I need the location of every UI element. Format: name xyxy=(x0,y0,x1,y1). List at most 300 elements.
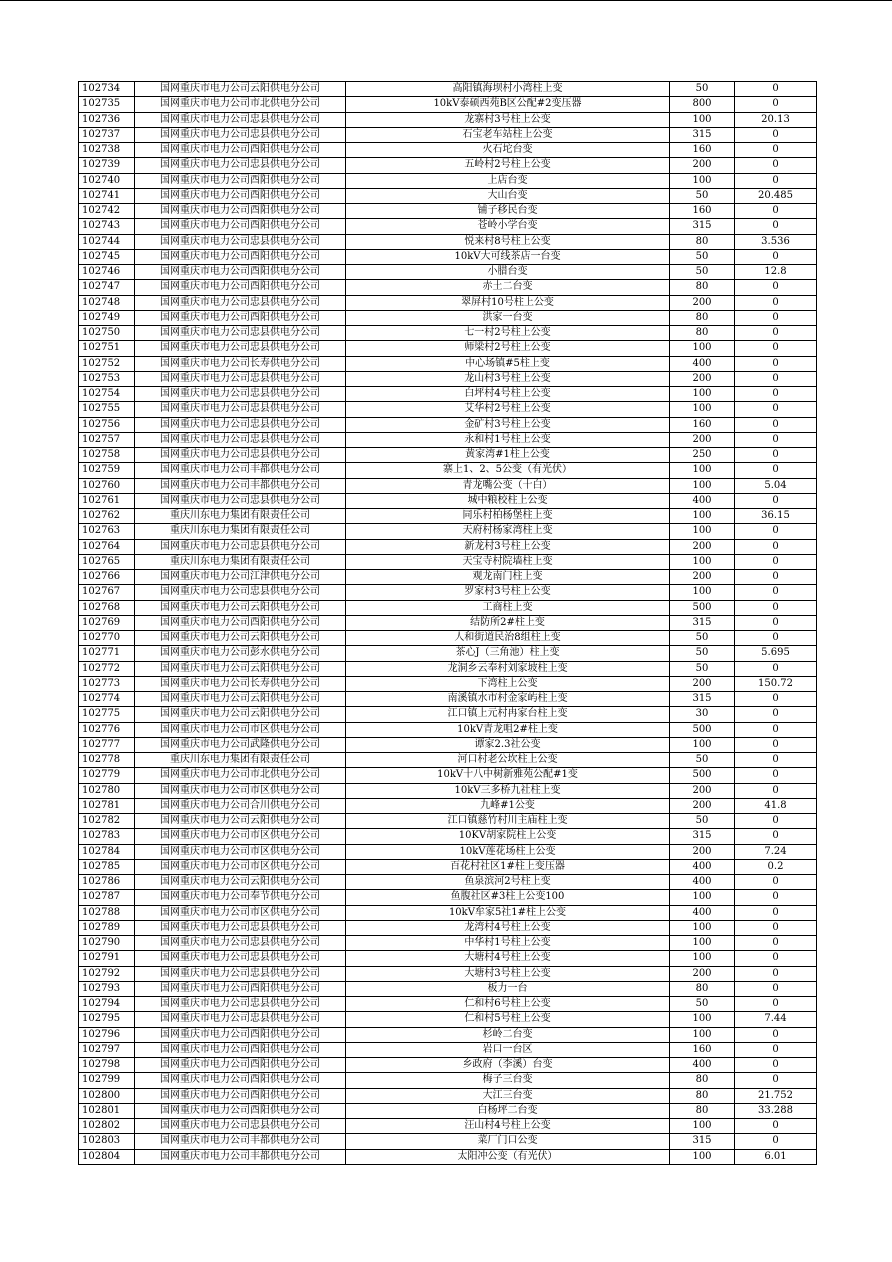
capacity-cell: 200 xyxy=(670,844,735,859)
record-id-cell: 102766 xyxy=(79,570,135,585)
value-cell: 0 xyxy=(735,1119,817,1134)
table-row xyxy=(79,966,817,981)
record-id-cell: 102770 xyxy=(79,631,135,646)
value-cell: 0 xyxy=(735,936,817,951)
transformer-name-cell: 江口镇上元村冉家台柱上变 xyxy=(346,707,670,722)
record-id-cell: 102782 xyxy=(79,814,135,829)
table-row xyxy=(79,463,817,478)
table-row xyxy=(79,295,817,310)
table-row xyxy=(79,387,817,402)
company-cell: 国网重庆市电力公司酉阳供电分公司 xyxy=(135,1103,346,1118)
capacity-cell: 80 xyxy=(670,1073,735,1088)
table-row xyxy=(79,432,817,447)
capacity-cell: 30 xyxy=(670,707,735,722)
value-cell: 20.485 xyxy=(735,188,817,203)
transformer-name-cell: 10kV青龙咀2#柱上变 xyxy=(346,722,670,737)
transformer-name-cell: 火石坨台变 xyxy=(346,143,670,158)
table-row xyxy=(79,417,817,432)
value-cell: 0 xyxy=(735,402,817,417)
capacity-cell: 400 xyxy=(670,875,735,890)
capacity-cell: 100 xyxy=(670,1119,735,1134)
value-cell: 0 xyxy=(735,1073,817,1088)
value-cell: 0 xyxy=(735,310,817,325)
value-cell: 0 xyxy=(735,539,817,554)
table-row xyxy=(79,1149,817,1164)
capacity-cell: 160 xyxy=(670,204,735,219)
company-cell: 国网重庆市电力公司云阳供电分公司 xyxy=(135,692,346,707)
table-row xyxy=(79,676,817,691)
company-cell: 国网重庆市电力公司忠县供电分公司 xyxy=(135,387,346,402)
transformer-name-cell: 结防所2#柱上变 xyxy=(346,615,670,630)
value-cell: 0 xyxy=(735,1042,817,1057)
capacity-cell: 400 xyxy=(670,493,735,508)
capacity-cell: 400 xyxy=(670,905,735,920)
table-row xyxy=(79,646,817,661)
capacity-cell: 80 xyxy=(670,981,735,996)
value-cell: 0 xyxy=(735,341,817,356)
capacity-cell: 80 xyxy=(670,326,735,341)
capacity-cell: 100 xyxy=(670,737,735,752)
capacity-cell: 50 xyxy=(670,265,735,280)
transformer-name-cell: 仁和村6号柱上公变 xyxy=(346,997,670,1012)
company-cell: 国网重庆市电力公司酉阳供电分公司 xyxy=(135,188,346,203)
value-cell: 7.24 xyxy=(735,844,817,859)
capacity-cell: 200 xyxy=(670,783,735,798)
record-id-cell: 102765 xyxy=(79,554,135,569)
transformer-name-cell: 青龙嘴公变（十白） xyxy=(346,478,670,493)
company-cell: 国网重庆市电力公司忠县供电分公司 xyxy=(135,997,346,1012)
record-id-cell: 102752 xyxy=(79,356,135,371)
record-id-cell: 102739 xyxy=(79,158,135,173)
table-row xyxy=(79,188,817,203)
capacity-cell: 100 xyxy=(670,463,735,478)
capacity-cell: 400 xyxy=(670,356,735,371)
transformer-name-cell: 白坪村4号柱上公变 xyxy=(346,387,670,402)
value-cell: 0 xyxy=(735,875,817,890)
capacity-cell: 200 xyxy=(670,158,735,173)
capacity-cell: 100 xyxy=(670,554,735,569)
record-id-cell: 102751 xyxy=(79,341,135,356)
capacity-cell: 200 xyxy=(670,966,735,981)
capacity-cell: 80 xyxy=(670,310,735,325)
company-cell: 国网重庆市电力公司酉阳供电分公司 xyxy=(135,249,346,264)
record-id-cell: 102774 xyxy=(79,692,135,707)
record-id-cell: 102781 xyxy=(79,798,135,813)
company-cell: 国网重庆市电力公司武隆供电分公司 xyxy=(135,737,346,752)
company-cell: 国网重庆市电力公司丰都供电分公司 xyxy=(135,463,346,478)
record-id-cell: 102797 xyxy=(79,1042,135,1057)
capacity-cell: 315 xyxy=(670,615,735,630)
value-cell: 0 xyxy=(735,143,817,158)
value-cell: 21.752 xyxy=(735,1088,817,1103)
value-cell: 0 xyxy=(735,600,817,615)
capacity-cell: 100 xyxy=(670,920,735,935)
transformer-name-cell: 太阳冲公变（有光伏） xyxy=(346,1149,670,1164)
record-id-cell: 102783 xyxy=(79,829,135,844)
value-cell: 0 xyxy=(735,981,817,996)
transformer-name-cell: 翠屏村10号柱上公变 xyxy=(346,295,670,310)
table-row xyxy=(79,692,817,707)
capacity-cell: 80 xyxy=(670,1088,735,1103)
capacity-cell: 100 xyxy=(670,524,735,539)
table-row xyxy=(79,798,817,813)
transformer-name-cell: 南溪镇水市村金家屿柱上变 xyxy=(346,692,670,707)
capacity-cell: 50 xyxy=(670,249,735,264)
company-cell: 国网重庆市电力公司市北供电分公司 xyxy=(135,97,346,112)
capacity-cell: 80 xyxy=(670,234,735,249)
transformer-name-cell: 七一村2号柱上公变 xyxy=(346,326,670,341)
company-cell: 国网重庆市电力公司市区供电分公司 xyxy=(135,829,346,844)
transformer-name-cell: 龙洞乡云奉村刘家坡柱上变 xyxy=(346,661,670,676)
capacity-cell: 50 xyxy=(670,753,735,768)
record-id-cell: 102768 xyxy=(79,600,135,615)
value-cell: 0 xyxy=(735,631,817,646)
company-cell: 国网重庆市电力公司忠县供电分公司 xyxy=(135,966,346,981)
table-row xyxy=(79,844,817,859)
transformer-name-cell: 苍岭小学台变 xyxy=(346,219,670,234)
company-cell: 国网重庆市电力公司酉阳供电分公司 xyxy=(135,204,346,219)
transformer-name-cell: 观龙南门柱上变 xyxy=(346,570,670,585)
record-id-cell: 102800 xyxy=(79,1088,135,1103)
transformer-name-cell: 10KV胡家院柱上公变 xyxy=(346,829,670,844)
capacity-cell: 200 xyxy=(670,570,735,585)
value-cell: 0 xyxy=(735,890,817,905)
table-row xyxy=(79,143,817,158)
company-cell: 国网重庆市电力公司酉阳供电分公司 xyxy=(135,1027,346,1042)
table-row xyxy=(79,326,817,341)
company-cell: 国网重庆市电力公司云阳供电分公司 xyxy=(135,814,346,829)
transformer-name-cell: 10kV十八中树新雅苑公配#1变 xyxy=(346,768,670,783)
record-id-cell: 102735 xyxy=(79,97,135,112)
record-id-cell: 102769 xyxy=(79,615,135,630)
value-cell: 0 xyxy=(735,920,817,935)
record-id-cell: 102745 xyxy=(79,249,135,264)
table-row xyxy=(79,1027,817,1042)
transformer-name-cell: 板力一台 xyxy=(346,981,670,996)
value-cell: 41.8 xyxy=(735,798,817,813)
company-cell: 重庆川东电力集团有限责任公司 xyxy=(135,554,346,569)
company-cell: 国网重庆市电力公司忠县供电分公司 xyxy=(135,920,346,935)
transformer-name-cell: 悦来村8号柱上公变 xyxy=(346,234,670,249)
company-cell: 国网重庆市电力公司忠县供电分公司 xyxy=(135,295,346,310)
company-cell: 国网重庆市电力公司丰都供电分公司 xyxy=(135,478,346,493)
transformer-name-cell: 10kV大可线茶店一台变 xyxy=(346,249,670,264)
capacity-cell: 400 xyxy=(670,859,735,874)
value-cell: 5.04 xyxy=(735,478,817,493)
value-cell: 0 xyxy=(735,463,817,478)
transformer-name-cell: 天宝寺村院墙柱上变 xyxy=(346,554,670,569)
table-row xyxy=(79,570,817,585)
value-cell: 0 xyxy=(735,127,817,142)
capacity-cell: 100 xyxy=(670,951,735,966)
transformer-name-cell: 新龙村3号柱上公变 xyxy=(346,539,670,554)
record-id-cell: 102764 xyxy=(79,539,135,554)
record-id-cell: 102737 xyxy=(79,127,135,142)
value-cell: 0 xyxy=(735,387,817,402)
value-cell: 0 xyxy=(735,905,817,920)
record-id-cell: 102743 xyxy=(79,219,135,234)
value-cell: 0 xyxy=(735,417,817,432)
transformer-name-cell: 龙湾村4号柱上公变 xyxy=(346,920,670,935)
value-cell: 0 xyxy=(735,737,817,752)
company-cell: 国网重庆市电力公司忠县供电分公司 xyxy=(135,371,346,386)
transformer-name-cell: 10kV牟家5社1#柱上公变 xyxy=(346,905,670,920)
record-id-cell: 102753 xyxy=(79,371,135,386)
value-cell: 0 xyxy=(735,692,817,707)
company-cell: 国网重庆市电力公司忠县供电分公司 xyxy=(135,341,346,356)
company-cell: 国网重庆市电力公司忠县供电分公司 xyxy=(135,1012,346,1027)
company-cell: 重庆川东电力集团有限责任公司 xyxy=(135,509,346,524)
table-row xyxy=(79,814,817,829)
company-cell: 国网重庆市电力公司云阳供电分公司 xyxy=(135,82,346,97)
company-cell: 国网重庆市电力公司忠县供电分公司 xyxy=(135,112,346,127)
company-cell: 国网重庆市电力公司丰都供电分公司 xyxy=(135,1134,346,1149)
transformer-name-cell: 中心场镇#5柱上变 xyxy=(346,356,670,371)
transformer-name-cell: 同乐村柏杨堡柱上变 xyxy=(346,509,670,524)
company-cell: 国网重庆市电力公司忠县供电分公司 xyxy=(135,448,346,463)
company-cell: 国网重庆市电力公司酉阳供电分公司 xyxy=(135,1042,346,1057)
capacity-cell: 160 xyxy=(670,1042,735,1057)
capacity-cell: 100 xyxy=(670,890,735,905)
company-cell: 国网重庆市电力公司忠县供电分公司 xyxy=(135,585,346,600)
value-cell: 0 xyxy=(735,661,817,676)
table-row xyxy=(79,722,817,737)
transformer-name-cell: 梅子三台变 xyxy=(346,1073,670,1088)
capacity-cell: 80 xyxy=(670,1103,735,1118)
record-id-cell: 102734 xyxy=(79,82,135,97)
transformer-name-cell: 城中粮校柱上公变 xyxy=(346,493,670,508)
value-cell: 0 xyxy=(735,615,817,630)
capacity-cell: 315 xyxy=(670,1134,735,1149)
company-cell: 国网重庆市电力公司江津供电分公司 xyxy=(135,570,346,585)
record-id-cell: 102773 xyxy=(79,676,135,691)
table-row xyxy=(79,509,817,524)
capacity-cell: 100 xyxy=(670,1012,735,1027)
record-id-cell: 102759 xyxy=(79,463,135,478)
table-row xyxy=(79,265,817,280)
value-cell: 0 xyxy=(735,554,817,569)
value-cell: 6.01 xyxy=(735,1149,817,1164)
capacity-cell: 50 xyxy=(670,188,735,203)
table-row xyxy=(79,173,817,188)
value-cell: 0 xyxy=(735,204,817,219)
company-cell: 国网重庆市电力公司云阳供电分公司 xyxy=(135,661,346,676)
capacity-cell: 800 xyxy=(670,97,735,112)
capacity-cell: 315 xyxy=(670,219,735,234)
table-row xyxy=(79,768,817,783)
transformer-name-cell: 茶心J（三角池）柱上变 xyxy=(346,646,670,661)
record-id-cell: 102741 xyxy=(79,188,135,203)
capacity-cell: 500 xyxy=(670,600,735,615)
record-id-cell: 102794 xyxy=(79,997,135,1012)
capacity-cell: 200 xyxy=(670,432,735,447)
company-cell: 国网重庆市电力公司酉阳供电分公司 xyxy=(135,310,346,325)
capacity-cell: 200 xyxy=(670,539,735,554)
company-cell: 国网重庆市电力公司酉阳供电分公司 xyxy=(135,1073,346,1088)
transformer-name-cell: 谭家2.3社公变 xyxy=(346,737,670,752)
record-id-cell: 102748 xyxy=(79,295,135,310)
record-id-cell: 102771 xyxy=(79,646,135,661)
value-cell: 0 xyxy=(735,997,817,1012)
table-row xyxy=(79,707,817,722)
company-cell: 国网重庆市电力公司市区供电分公司 xyxy=(135,722,346,737)
company-cell: 国网重庆市电力公司酉阳供电分公司 xyxy=(135,265,346,280)
value-cell: 0 xyxy=(735,1027,817,1042)
capacity-cell: 50 xyxy=(670,631,735,646)
capacity-cell: 250 xyxy=(670,448,735,463)
table-row xyxy=(79,112,817,127)
value-cell: 0 xyxy=(735,829,817,844)
table-row xyxy=(79,753,817,768)
transformer-name-cell: 工商柱上变 xyxy=(346,600,670,615)
capacity-cell: 200 xyxy=(670,798,735,813)
transformer-name-cell: 鱼腹社区#3柱上公变100 xyxy=(346,890,670,905)
transformer-name-cell: 大山台变 xyxy=(346,188,670,203)
capacity-cell: 100 xyxy=(670,173,735,188)
company-cell: 国网重庆市电力公司酉阳供电分公司 xyxy=(135,1088,346,1103)
value-cell: 0.2 xyxy=(735,859,817,874)
record-id-cell: 102788 xyxy=(79,905,135,920)
capacity-cell: 50 xyxy=(670,814,735,829)
transformer-name-cell: 河口村老公坎柱上公变 xyxy=(346,753,670,768)
table-row xyxy=(79,402,817,417)
transformer-name-cell: 金矿村3号柱上公变 xyxy=(346,417,670,432)
company-cell: 国网重庆市电力公司忠县供电分公司 xyxy=(135,432,346,447)
data-table xyxy=(78,81,817,1165)
company-cell: 国网重庆市电力公司酉阳供电分公司 xyxy=(135,1058,346,1073)
value-cell: 7.44 xyxy=(735,1012,817,1027)
company-cell: 国网重庆市电力公司市区供电分公司 xyxy=(135,783,346,798)
table-row xyxy=(79,204,817,219)
transformer-name-cell: 赤土二台变 xyxy=(346,280,670,295)
value-cell: 0 xyxy=(735,82,817,97)
value-cell: 0 xyxy=(735,524,817,539)
transformer-name-cell: 江口镇慈竹村川主庙柱上变 xyxy=(346,814,670,829)
transformer-name-cell: 大江三台变 xyxy=(346,1088,670,1103)
capacity-cell: 50 xyxy=(670,646,735,661)
table-row xyxy=(79,448,817,463)
capacity-cell: 200 xyxy=(670,676,735,691)
company-cell: 国网重庆市电力公司忠县供电分公司 xyxy=(135,539,346,554)
record-id-cell: 102799 xyxy=(79,1073,135,1088)
table-row xyxy=(79,127,817,142)
record-id-cell: 102756 xyxy=(79,417,135,432)
table-row xyxy=(79,600,817,615)
page-top-rule xyxy=(0,0,892,1)
capacity-cell: 200 xyxy=(670,295,735,310)
company-cell: 国网重庆市电力公司酉阳供电分公司 xyxy=(135,981,346,996)
capacity-cell: 315 xyxy=(670,127,735,142)
transformer-name-cell: 白杨坪二台变 xyxy=(346,1103,670,1118)
value-cell: 0 xyxy=(735,356,817,371)
capacity-cell: 100 xyxy=(670,585,735,600)
capacity-cell: 400 xyxy=(670,1058,735,1073)
record-id-cell: 102776 xyxy=(79,722,135,737)
record-id-cell: 102744 xyxy=(79,234,135,249)
company-cell: 国网重庆市电力公司忠县供电分公司 xyxy=(135,158,346,173)
transformer-name-cell: 菜厂门口公变 xyxy=(346,1134,670,1149)
table-row xyxy=(79,1058,817,1073)
capacity-cell: 50 xyxy=(670,997,735,1012)
record-id-cell: 102742 xyxy=(79,204,135,219)
value-cell: 3.536 xyxy=(735,234,817,249)
record-id-cell: 102785 xyxy=(79,859,135,874)
transformer-name-cell: 乡政府（李溪）台变 xyxy=(346,1058,670,1073)
company-cell: 国网重庆市电力公司酉阳供电分公司 xyxy=(135,219,346,234)
record-id-cell: 102763 xyxy=(79,524,135,539)
value-cell: 0 xyxy=(735,219,817,234)
record-id-cell: 102798 xyxy=(79,1058,135,1073)
company-cell: 国网重庆市电力公司忠县供电分公司 xyxy=(135,1119,346,1134)
transformer-name-cell: 寨上1、2、5公变（有光伏） xyxy=(346,463,670,478)
table-row xyxy=(79,1119,817,1134)
transformer-name-cell: 小腊台变 xyxy=(346,265,670,280)
table-row xyxy=(79,905,817,920)
record-id-cell: 102762 xyxy=(79,509,135,524)
transformer-name-cell: 10kV莲花场柱上公变 xyxy=(346,844,670,859)
value-cell: 0 xyxy=(735,570,817,585)
company-cell: 国网重庆市电力公司长寿供电分公司 xyxy=(135,356,346,371)
company-cell: 国网重庆市电力公司忠县供电分公司 xyxy=(135,402,346,417)
company-cell: 国网重庆市电力公司市区供电分公司 xyxy=(135,905,346,920)
company-cell: 国网重庆市电力公司彭水供电分公司 xyxy=(135,646,346,661)
table-row xyxy=(79,249,817,264)
transformer-name-cell: 石宝老车站柱上公变 xyxy=(346,127,670,142)
capacity-cell: 50 xyxy=(670,661,735,676)
transformer-name-cell: 永和村1号柱上公变 xyxy=(346,432,670,447)
record-id-cell: 102796 xyxy=(79,1027,135,1042)
capacity-cell: 100 xyxy=(670,387,735,402)
capacity-cell: 100 xyxy=(670,478,735,493)
transformer-name-cell: 岩口一台区 xyxy=(346,1042,670,1057)
capacity-cell: 100 xyxy=(670,402,735,417)
value-cell: 0 xyxy=(735,814,817,829)
transformer-name-cell: 罗家村3号柱上公变 xyxy=(346,585,670,600)
record-id-cell: 102792 xyxy=(79,966,135,981)
capacity-cell: 100 xyxy=(670,112,735,127)
table-row xyxy=(79,615,817,630)
value-cell: 0 xyxy=(735,295,817,310)
table-row xyxy=(79,661,817,676)
transformer-name-cell: 人和街道民治8组柱上变 xyxy=(346,631,670,646)
table-row xyxy=(79,1088,817,1103)
company-cell: 国网重庆市电力公司忠县供电分公司 xyxy=(135,936,346,951)
value-cell: 0 xyxy=(735,1134,817,1149)
record-id-cell: 102793 xyxy=(79,981,135,996)
record-id-cell: 102736 xyxy=(79,112,135,127)
capacity-cell: 160 xyxy=(670,143,735,158)
value-cell: 0 xyxy=(735,1058,817,1073)
capacity-cell: 100 xyxy=(670,341,735,356)
value-cell: 0 xyxy=(735,97,817,112)
record-id-cell: 102754 xyxy=(79,387,135,402)
record-id-cell: 102747 xyxy=(79,280,135,295)
company-cell: 重庆川东电力集团有限责任公司 xyxy=(135,524,346,539)
transformer-name-cell: 九峰#1公变 xyxy=(346,798,670,813)
company-cell: 国网重庆市电力公司长寿供电分公司 xyxy=(135,676,346,691)
table-row xyxy=(79,341,817,356)
table-row xyxy=(79,539,817,554)
company-cell: 国网重庆市电力公司市区供电分公司 xyxy=(135,859,346,874)
capacity-cell: 500 xyxy=(670,768,735,783)
table-row xyxy=(79,875,817,890)
capacity-cell: 100 xyxy=(670,936,735,951)
record-id-cell: 102802 xyxy=(79,1119,135,1134)
value-cell: 20.13 xyxy=(735,112,817,127)
table-row xyxy=(79,631,817,646)
transformer-name-cell: 大塘村4号柱上公变 xyxy=(346,951,670,966)
table-row xyxy=(79,1012,817,1027)
